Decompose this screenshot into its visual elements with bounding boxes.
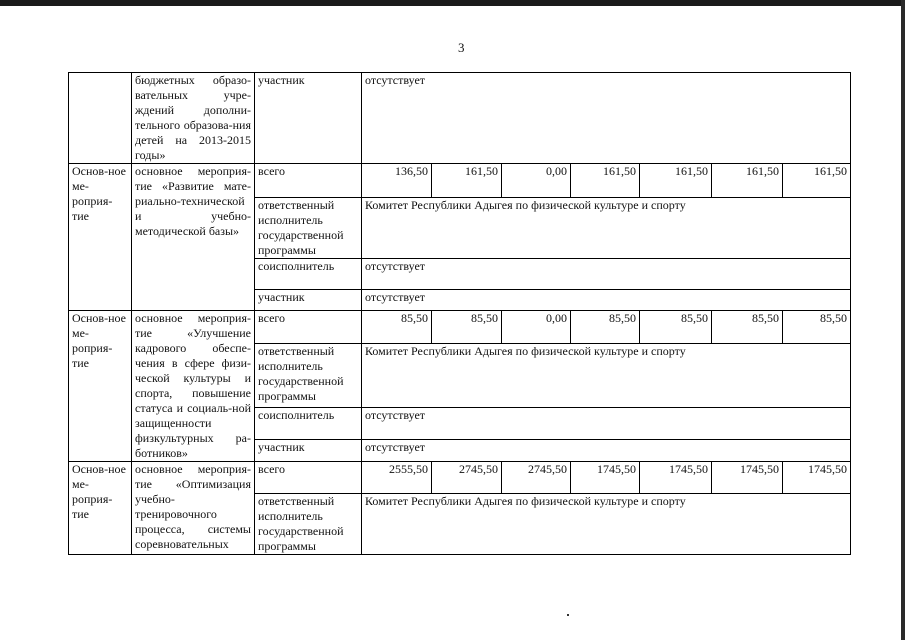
value-cell: 2745,50 — [432, 462, 502, 494]
role-value-cell: Комитет Республики Адыгея по физической культуре и спорту — [362, 344, 851, 408]
value-cell: 1745,50 — [640, 462, 712, 494]
table-row — [69, 164, 851, 198]
value-cell: 161,50 — [783, 164, 851, 198]
scan-top-edge — [0, 0, 905, 6]
role-label-cell: ответственный исполнитель государственной программы — [255, 198, 362, 259]
role-label-cell: всего — [255, 462, 362, 494]
value-cell: 0,00 — [502, 164, 571, 198]
value-cell: 161,50 — [432, 164, 502, 198]
value-cell: 136,50 — [362, 164, 432, 198]
value-cell: 1745,50 — [783, 462, 851, 494]
event-name-cell: основное мероприя-тие «Развитие мате-риально-технической и учебно-методической базы» — [132, 164, 255, 311]
value-cell: 161,50 — [571, 164, 640, 198]
role-value-cell: отсутствует — [362, 259, 851, 290]
value-cell: 1745,50 — [571, 462, 640, 494]
role-label-cell: участник — [255, 73, 362, 164]
status-cell — [69, 73, 132, 164]
value-cell: 85,50 — [640, 311, 712, 344]
value-cell: 2555,50 — [362, 462, 432, 494]
status-cell: Основ-ное ме-роприя-тие — [69, 311, 132, 462]
role-label-cell: всего — [255, 311, 362, 344]
role-label-cell: соисполнитель — [255, 259, 362, 290]
role-label-cell: ответственный исполнитель государственной программы — [255, 344, 362, 408]
event-name-cell: основное мероприя-тие «Оптимизация учебно-тренировочного процесса, системы соревновательных — [132, 462, 255, 555]
status-cell: Основ-ное ме-роприя-тие — [69, 462, 132, 555]
value-cell: 161,50 — [712, 164, 783, 198]
value-cell: 85,50 — [783, 311, 851, 344]
role-value-cell: отсутствует — [362, 73, 851, 164]
role-value-cell: отсутствует — [362, 440, 851, 462]
value-cell: 85,50 — [571, 311, 640, 344]
program-events-table — [68, 72, 851, 555]
role-value-cell: Комитет Республики Адыгея по физической культуре и спорту — [362, 494, 851, 555]
role-label-cell: участник — [255, 440, 362, 462]
scan-right-edge — [901, 0, 905, 640]
value-cell: 85,50 — [432, 311, 502, 344]
event-name-cell: основное мероприя-тие «Улучшение кадрового обеспе-чения в сфере физи-ческой культуры и спорта, повышение статуса и социаль-ной защищенности физкультурных ра-ботников» — [132, 311, 255, 462]
page-number: 3 — [458, 40, 465, 55]
table-row — [69, 73, 851, 164]
table-row — [69, 462, 851, 494]
role-label-cell: ответственный исполнитель государственной программы — [255, 494, 362, 555]
value-cell: 85,50 — [712, 311, 783, 344]
value-cell: 85,50 — [362, 311, 432, 344]
role-label-cell: участник — [255, 290, 362, 311]
value-cell: 0,00 — [502, 311, 571, 344]
value-cell: 161,50 — [640, 164, 712, 198]
role-label-cell: всего — [255, 164, 362, 198]
role-label-cell: соисполнитель — [255, 407, 362, 439]
event-name-cell: бюджетных образо-вательных учре-ждений дополни-тельного образова-ния детей на 2013-2015 годы» — [132, 73, 255, 164]
scan-speck — [567, 614, 569, 616]
role-value-cell: отсутствует — [362, 407, 851, 439]
role-value-cell: Комитет Республики Адыгея по физической культуре и спорту — [362, 198, 851, 259]
status-cell: Основ-ное ме-роприя-тие — [69, 164, 132, 311]
value-cell: 1745,50 — [712, 462, 783, 494]
table-row — [69, 311, 851, 344]
value-cell: 2745,50 — [502, 462, 571, 494]
role-value-cell: отсутствует — [362, 290, 851, 311]
